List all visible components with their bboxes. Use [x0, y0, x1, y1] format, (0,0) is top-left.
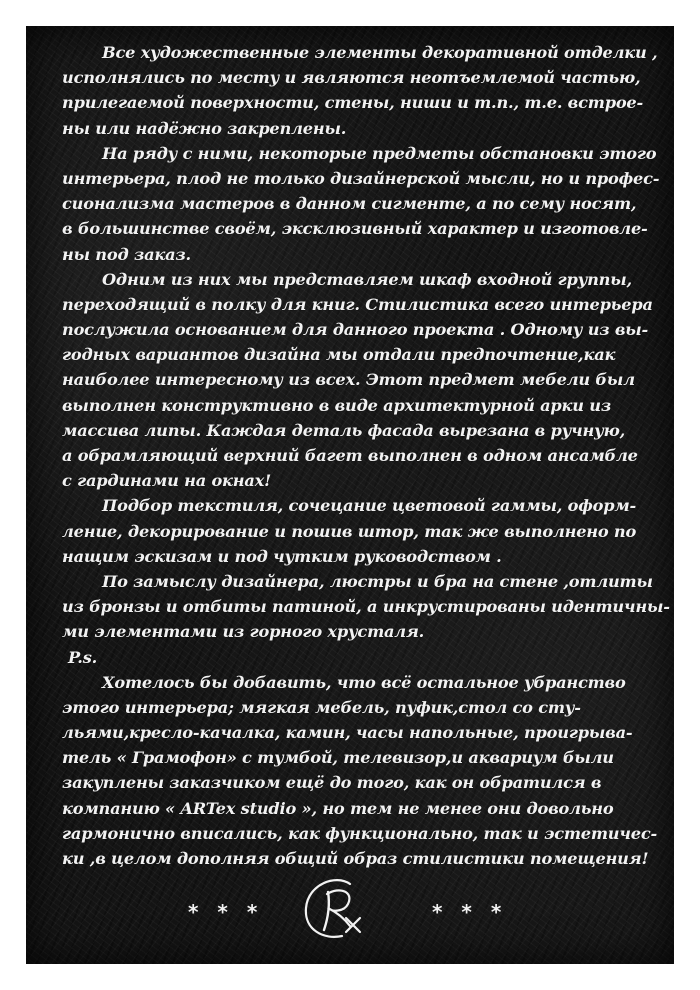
- text-line: исполнялись по месту и являются неотъемлемой частью,: [62, 68, 641, 88]
- text-line: тель « Грамофон» с тумбой, телевизор,и аквариум были: [62, 748, 614, 768]
- text-line: с гардинами на окнах!: [62, 471, 272, 491]
- text-line: На ряду с ними, некоторые предметы обстановки этого: [102, 143, 657, 163]
- text-line: ны или надёжно закреплены.: [62, 118, 347, 138]
- text-line: выполнен конструктивно в виде архитектурной арки из: [62, 395, 611, 415]
- text-line: послужила основанием для данного проекта . Одному из вы-: [62, 320, 649, 340]
- text-line: Все художественные элементы декоративной отделки ,: [102, 43, 658, 62]
- text-line: прилегаемой поверхности, стены, ниши и т.п., т.е. встрое-: [62, 93, 644, 113]
- ps-label: P.s.: [68, 647, 98, 667]
- text-line: ки ,в целом дополняя общий образ стилистики помещения!: [62, 849, 649, 868]
- text-line: а обрамляющий верхний багет выполнен в одном ансамбле: [62, 446, 638, 465]
- document-footer: [26, 874, 674, 944]
- text-line: ны под заказ.: [62, 244, 191, 264]
- text-line: По замыслу дизайнера, люстры и бра на стене ,отлиты: [102, 571, 653, 591]
- ax-monogram-logo-icon: [300, 874, 368, 944]
- text-line: компанию « ARTex studio », но тем не менее они довольно: [62, 798, 614, 818]
- text-line: из бронзы и отбиты патиной, а инкрустированы идентичны-: [62, 597, 670, 617]
- text-line: гармонично вписались, как функционально, так и эстетичес-: [62, 823, 658, 843]
- text-line: Хотелось бы добавить, что всё остальное убранство: [102, 672, 626, 692]
- text-line: Одним из них мы представляем шкаф входной группы,: [102, 269, 632, 289]
- text-line: Подбор текстиля, сочецание цветовой гаммы, оформ-: [102, 496, 637, 516]
- document-text: [62, 40, 670, 871]
- text-line: годных вариантов дизайна мы отдали предпочтение,как: [62, 345, 616, 365]
- text-line: переходящий в полку для книг. Стилистика всего интерьера: [62, 294, 653, 314]
- text-line: закуплены заказчиком ещё до того, как он обратился в: [62, 773, 602, 793]
- text-line: массива липы. Каждая деталь фасада вырезана в ручную,: [62, 420, 626, 440]
- text-line: ми элементами из горного хрусталя.: [62, 622, 425, 642]
- text-line: интерьера, плод не только дизайнерской мысли, но и профес-: [62, 168, 660, 188]
- text-line: ление, декорирование и пошив штор, так же выполнено по: [62, 521, 637, 541]
- text-line: нащим эскизам и под чутким руководством .: [62, 546, 502, 566]
- text-line: наиболее интересному из всех. Этот предмет мебели был: [62, 370, 635, 390]
- text-line: этого интерьера; мягкая мебель, пуфик,стол со сту-: [62, 697, 581, 717]
- text-line: в большинстве своём, эксклюзивный характер и изготовле-: [62, 219, 648, 239]
- text-line: льями,кресло-качалка, камин, часы напольные, проигрыва-: [62, 723, 633, 743]
- stars-decoration-right: * * *: [432, 900, 508, 924]
- stars-decoration-left: * * *: [188, 900, 264, 924]
- text-line: сионализма мастеров в данном сигменте, а по сему носят,: [62, 194, 637, 214]
- document-page: [26, 26, 674, 964]
